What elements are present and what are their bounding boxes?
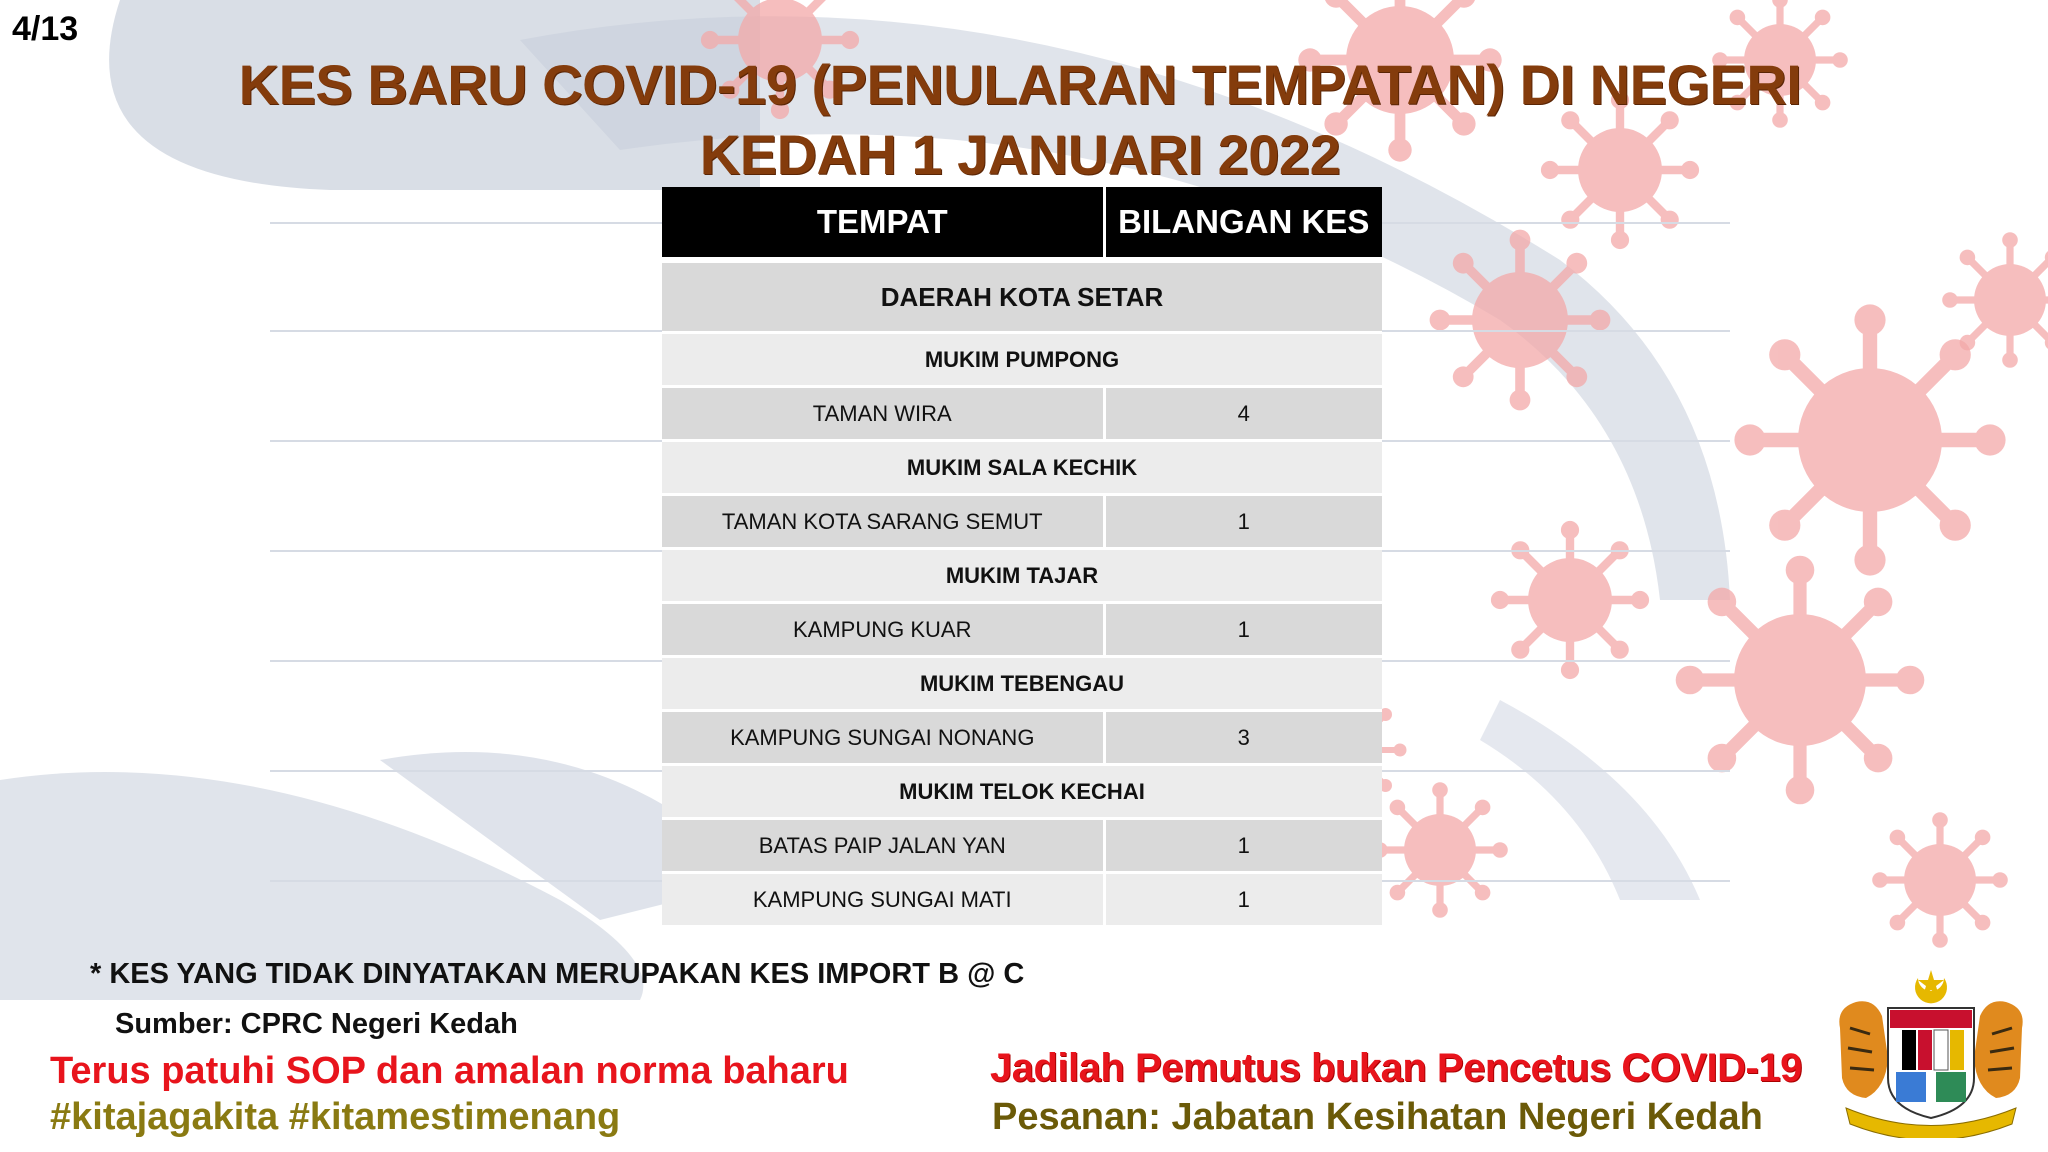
place-name: TAMAN KOTA SARANG SEMUT xyxy=(662,495,1104,549)
mukim-row xyxy=(662,441,1382,495)
hashtags: #kitajagakita #kitamestimenang xyxy=(50,1096,621,1138)
mukim-label: MUKIM TEBENGAU xyxy=(662,657,1382,711)
mukim-label: MUKIM TELOK KECHAI xyxy=(662,765,1382,819)
malaysia-coat-of-arms-icon xyxy=(1826,968,2036,1138)
mukim-row xyxy=(662,549,1382,603)
case-count: 4 xyxy=(1104,387,1382,441)
table-row xyxy=(662,819,1382,873)
mukim-label: MUKIM TAJAR xyxy=(662,549,1382,603)
mukim-label: MUKIM PUMPONG xyxy=(662,333,1382,387)
table-row xyxy=(662,873,1382,926)
slogan-left: Terus patuhi SOP dan amalan norma baharu xyxy=(50,1050,849,1092)
slogan-right: Jadilah Pemutus bukan Pencetus COVID-19 xyxy=(990,1046,1802,1090)
title-line-2: KEDAH 1 JANUARI 2022 xyxy=(699,123,1341,186)
header-cases: BILANGAN KES xyxy=(1104,187,1382,260)
page-counter: 4/13 xyxy=(12,10,79,48)
mukim-label: MUKIM SALA KECHIK xyxy=(662,441,1382,495)
title-line-1: KES BARU COVID-19 (PENULARAN TEMPATAN) DI NEGERI xyxy=(238,53,1802,116)
page-title xyxy=(200,50,1840,190)
table-row xyxy=(662,495,1382,549)
place-name: KAMPUNG SUNGAI MATI xyxy=(662,873,1104,926)
message-right: Pesanan: Jabatan Kesihatan Negeri Kedah xyxy=(992,1096,1763,1138)
district-row xyxy=(662,260,1382,333)
place-name: KAMPUNG SUNGAI NONANG xyxy=(662,711,1104,765)
source-note: Sumber: CPRC Negeri Kedah xyxy=(115,1008,518,1040)
table-row xyxy=(662,711,1382,765)
case-count: 1 xyxy=(1104,603,1382,657)
footnote: * KES YANG TIDAK DINYATAKAN MERUPAKAN KES IMPORT B @ C xyxy=(90,958,1025,990)
mukim-row xyxy=(662,333,1382,387)
table-row xyxy=(662,603,1382,657)
mukim-row xyxy=(662,765,1382,819)
place-name: BATAS PAIP JALAN YAN xyxy=(662,819,1104,873)
case-table xyxy=(662,187,1382,925)
case-count: 3 xyxy=(1104,711,1382,765)
place-name: TAMAN WIRA xyxy=(662,387,1104,441)
district-label: DAERAH KOTA SETAR xyxy=(662,260,1382,333)
case-count: 1 xyxy=(1104,819,1382,873)
table-header-row xyxy=(662,187,1382,260)
case-count: 1 xyxy=(1104,873,1382,926)
table-row xyxy=(662,387,1382,441)
place-name: KAMPUNG KUAR xyxy=(662,603,1104,657)
header-place: TEMPAT xyxy=(662,187,1104,260)
case-count: 1 xyxy=(1104,495,1382,549)
mukim-row xyxy=(662,657,1382,711)
